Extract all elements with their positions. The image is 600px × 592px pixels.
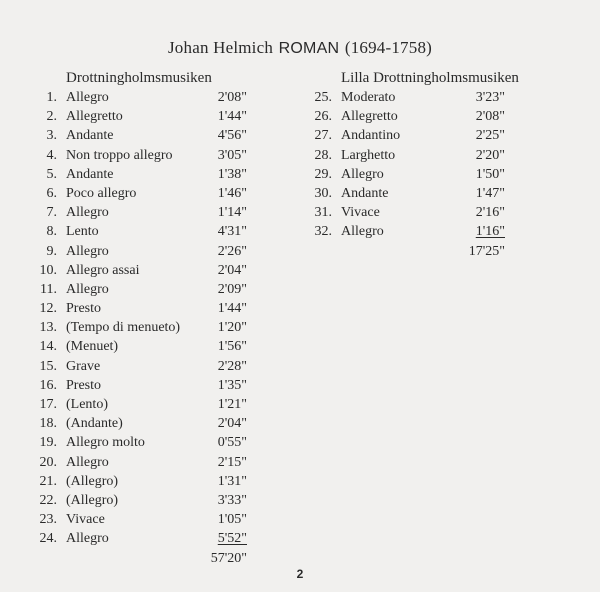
composer-years: (1694-1758): [344, 38, 433, 57]
track-duration: 5'52": [217, 531, 247, 547]
track-title: Allegro: [66, 205, 109, 221]
track-number: 8.: [46, 224, 57, 240]
left-column: [37, 69, 247, 568]
track-title: (Menuet): [66, 339, 119, 355]
track-duration: 1'44": [217, 109, 247, 125]
track-row: [37, 165, 247, 184]
left-total: [37, 549, 247, 568]
track-number: 9.: [46, 243, 57, 259]
track-number: 7.: [46, 205, 57, 221]
track-row: [37, 395, 247, 414]
track-duration: 3'05": [217, 147, 247, 163]
track-number: 10.: [39, 262, 57, 278]
track-number: 12.: [39, 301, 57, 317]
track-duration: 2'09": [217, 281, 247, 297]
track-title: Allegro molto: [66, 435, 145, 451]
track-row: [37, 376, 247, 395]
right-work-heading: Lilla Drottningholmsmusiken: [341, 70, 519, 86]
track-title: (Allegro): [66, 473, 119, 489]
track-title: Allegro: [341, 166, 384, 182]
track-row: [312, 222, 517, 241]
track-row: [37, 280, 247, 299]
track-duration: 2'25": [475, 128, 505, 144]
track-row: [37, 472, 247, 491]
track-number: 14.: [39, 339, 57, 355]
track-number: 20.: [39, 454, 57, 470]
track-row: [312, 126, 517, 145]
track-number: 17.: [39, 397, 57, 412]
track-duration: 1'16": [475, 224, 505, 240]
track-number: 15.: [39, 358, 57, 374]
track-title: Andantino: [341, 128, 401, 144]
track-title: Allegretto: [66, 109, 123, 125]
track-row: [37, 318, 247, 337]
track-duration: 1'44": [217, 301, 247, 317]
track-number: 31.: [314, 205, 332, 221]
track-number: 2.: [46, 109, 57, 125]
left-work-heading: Drottningholmsmusiken: [66, 70, 212, 86]
composer-last-name: ROMAN: [278, 40, 340, 57]
track-number: 1.: [46, 90, 57, 105]
track-row: [312, 165, 517, 184]
track-duration: 2'16": [475, 205, 505, 221]
left-track-list: [37, 88, 247, 549]
track-row: [37, 299, 247, 318]
track-duration: 2'20": [475, 147, 505, 163]
track-row: [37, 357, 247, 376]
track-duration: 1'35": [217, 377, 247, 393]
track-number: 24.: [39, 531, 57, 547]
track-title: Larghetto: [341, 147, 396, 163]
composer-first-name: Johan Helmich: [167, 38, 274, 57]
track-title: Andante: [66, 128, 114, 144]
track-duration: 1'46": [217, 185, 247, 201]
track-title: Presto: [66, 377, 101, 393]
track-number: 23.: [39, 512, 57, 528]
track-row: [37, 126, 247, 145]
track-title: Allegro: [66, 531, 109, 547]
track-title: Allegro: [66, 90, 109, 105]
track-number: 19.: [39, 435, 57, 451]
track-row: [37, 146, 247, 165]
track-row: [37, 242, 247, 261]
track-title: (Tempo di menueto): [66, 320, 181, 336]
page-title: [0, 38, 600, 58]
track-number: 16.: [39, 377, 57, 393]
track-number: 27.: [314, 128, 332, 144]
track-row: [312, 88, 517, 107]
track-title: (Andante): [66, 416, 123, 432]
track-duration: 0'55": [217, 435, 247, 451]
track-title: Allegretto: [341, 109, 398, 125]
track-duration: 1'31": [217, 473, 247, 489]
track-duration: 2'04": [217, 416, 247, 432]
track-number: 25.: [314, 90, 332, 105]
track-title: Vivace: [341, 205, 380, 221]
track-duration: 1'56": [217, 339, 247, 355]
track-duration: 1'05": [217, 512, 247, 528]
track-row: [312, 203, 517, 222]
track-duration: 1'38": [217, 166, 247, 182]
track-title: Lento: [66, 224, 99, 240]
track-duration: 1'21": [217, 397, 247, 412]
track-row: [37, 184, 247, 203]
track-row: [37, 203, 247, 222]
track-title: Moderato: [341, 90, 396, 105]
right-track-list: [312, 88, 517, 242]
track-duration: 2'08": [217, 90, 247, 105]
track-row: [37, 88, 247, 107]
track-title: (Allegro): [66, 492, 119, 508]
track-number: 18.: [39, 416, 57, 432]
left-total-duration: 57'20": [210, 550, 247, 566]
track-title: Vivace: [66, 512, 105, 528]
track-title: Presto: [66, 301, 101, 317]
track-number: 30.: [314, 185, 332, 201]
track-number: 11.: [40, 281, 57, 297]
track-title: Allegro: [66, 243, 109, 259]
track-number: 29.: [314, 166, 332, 182]
right-total: [312, 242, 517, 261]
track-duration: 2'08": [475, 109, 505, 125]
track-title: Allegro: [66, 454, 109, 470]
right-column: [312, 69, 517, 261]
track-title: Poco allegro: [66, 185, 137, 201]
track-title: (Lento): [66, 397, 108, 412]
track-title: Allegro assai: [66, 262, 140, 278]
right-total-duration: 17'25": [468, 243, 505, 259]
track-duration: 1'50": [475, 166, 505, 182]
track-row: [37, 261, 247, 280]
track-row: [37, 529, 247, 548]
track-title: Allegro: [341, 224, 384, 240]
track-row: [312, 184, 517, 203]
track-title: Non troppo allegro: [66, 147, 173, 163]
track-row: [37, 491, 247, 510]
track-duration: 2'26": [217, 243, 247, 259]
track-duration: 4'31": [217, 224, 247, 240]
page-number: 2: [296, 567, 304, 581]
track-duration: 1'20": [217, 320, 247, 336]
track-row: [312, 107, 517, 126]
track-row: [37, 414, 247, 433]
track-row: [37, 222, 247, 241]
track-duration: 2'04": [217, 262, 247, 278]
track-duration: 4'56": [217, 128, 247, 144]
track-row: [37, 453, 247, 472]
track-title: Allegro: [66, 281, 109, 297]
track-number: 4.: [46, 147, 57, 163]
track-number: 21.: [39, 473, 57, 489]
track-duration: 3'23": [475, 90, 505, 105]
track-row: [37, 433, 247, 452]
track-number: 32.: [314, 224, 332, 240]
track-title: Grave: [66, 358, 101, 374]
track-duration: 1'47": [475, 185, 505, 201]
track-number: 26.: [314, 109, 332, 125]
track-duration: 2'28": [217, 358, 247, 374]
track-number: 5.: [46, 166, 57, 182]
track-row: [312, 146, 517, 165]
track-duration: 3'33": [217, 492, 247, 508]
track-row: [37, 107, 247, 126]
track-number: 22.: [39, 492, 57, 508]
track-duration: 2'15": [217, 454, 247, 470]
track-number: 13.: [39, 320, 57, 336]
track-row: [37, 510, 247, 529]
track-row: [37, 337, 247, 356]
track-title: Andante: [341, 185, 389, 201]
track-number: 28.: [314, 147, 332, 163]
track-duration: 1'14": [217, 205, 247, 221]
track-title: Andante: [66, 166, 114, 182]
track-number: 6.: [46, 185, 57, 201]
track-number: 3.: [46, 128, 57, 144]
